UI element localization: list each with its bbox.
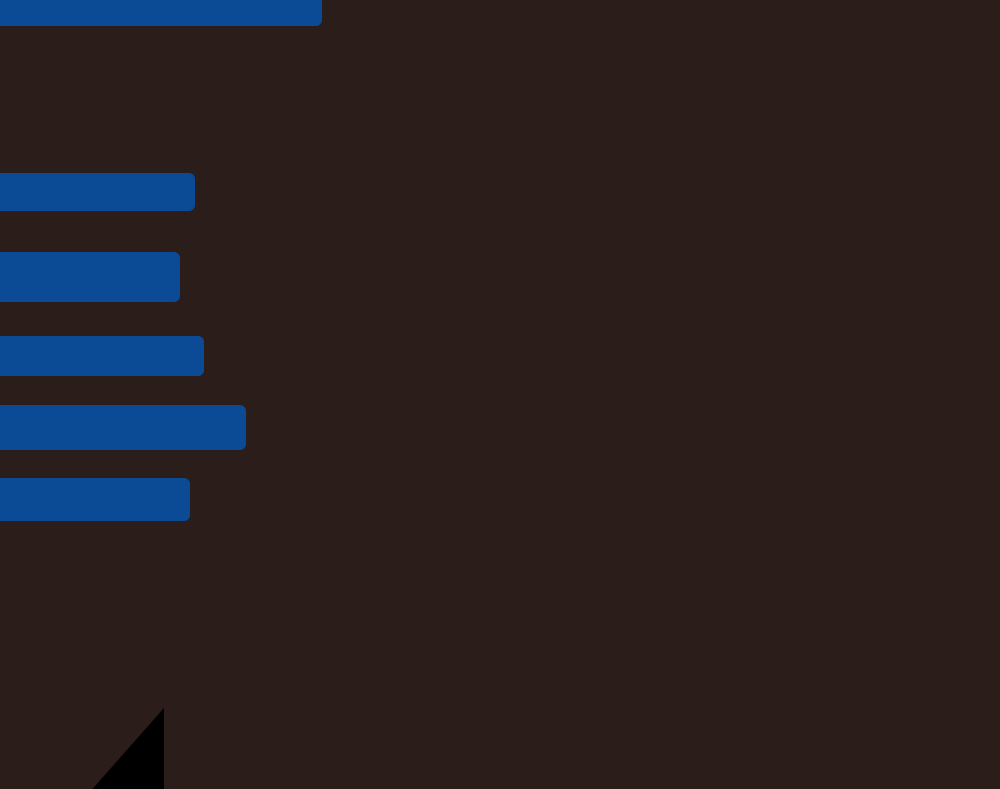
highlighted-row-1[interactable] bbox=[0, 173, 195, 211]
highlighted-row-3[interactable] bbox=[0, 336, 204, 376]
highlighted-row-2[interactable] bbox=[0, 252, 180, 302]
highlighted-row-5[interactable] bbox=[0, 478, 190, 521]
highlighted-row-0[interactable] bbox=[0, 0, 322, 26]
highlighted-row-4[interactable] bbox=[0, 405, 246, 450]
mouse-pointer-icon bbox=[88, 708, 172, 789]
